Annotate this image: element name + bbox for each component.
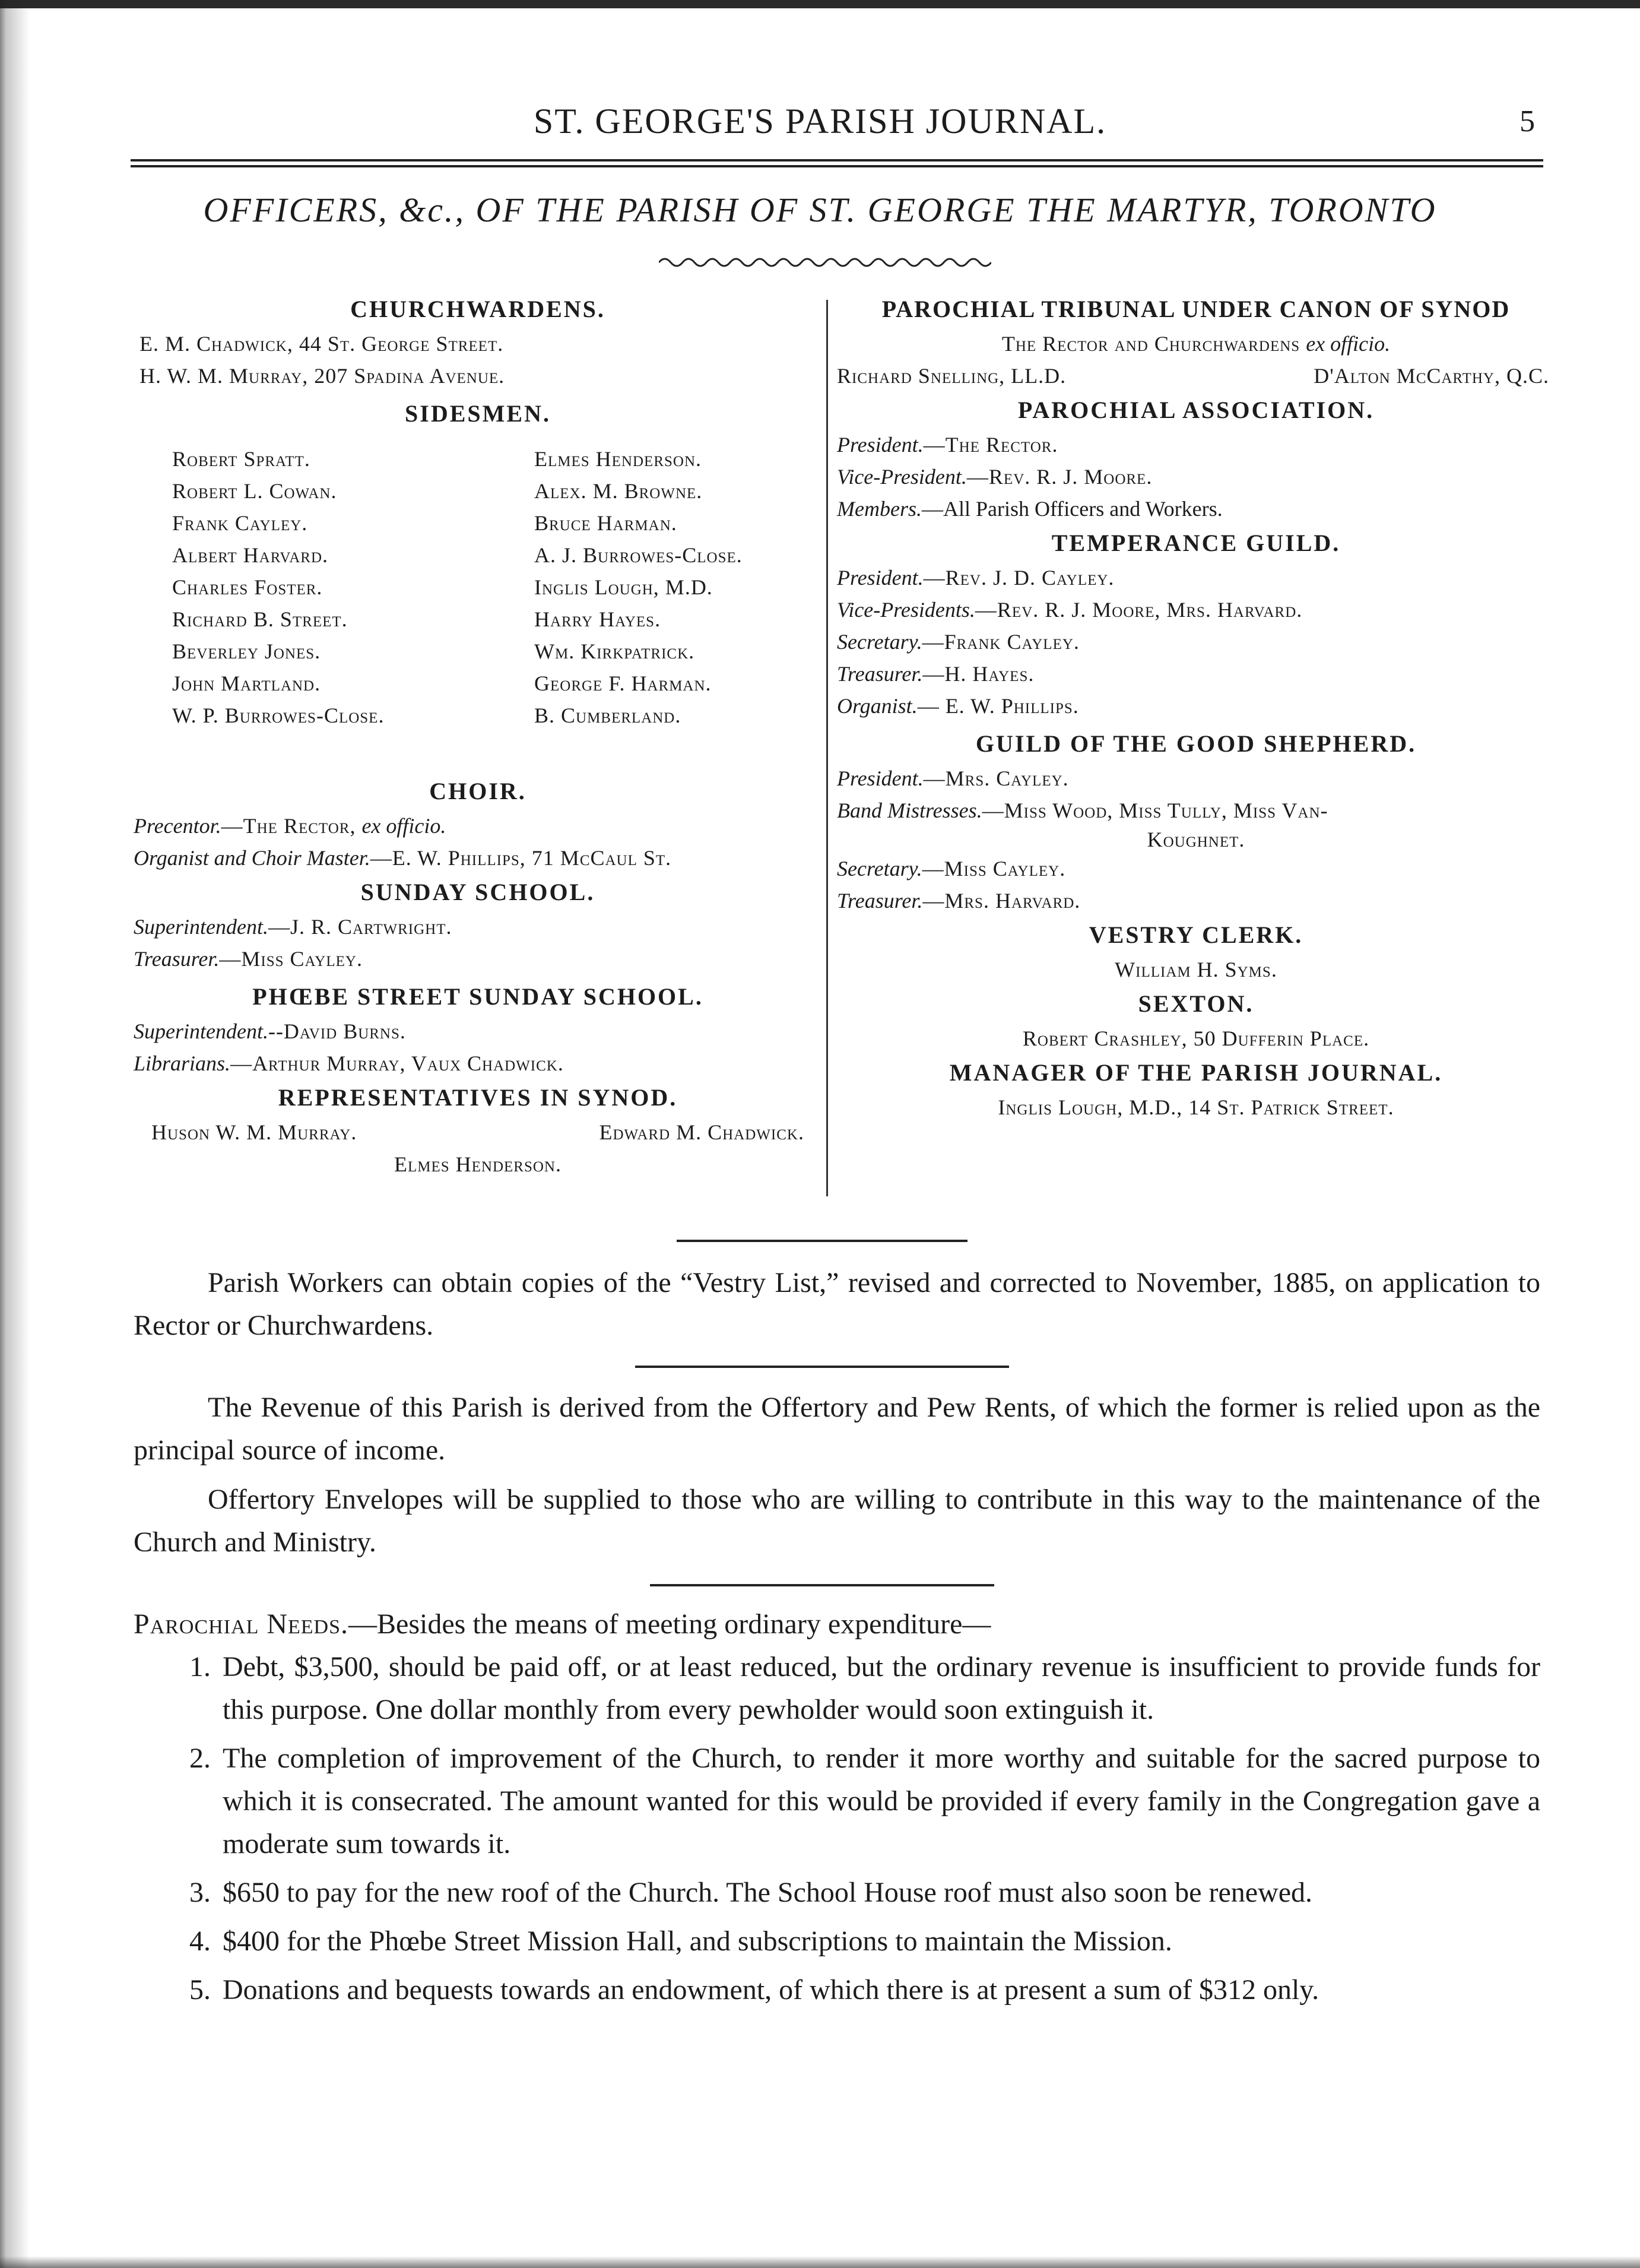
need-text: $400 for the Phœbe Street Mission Hall, and subscriptions to maintain the Mission. <box>223 1925 1172 1957</box>
need-number: 1. <box>189 1651 211 1683</box>
ss-treasurer-role: Treasurer. <box>134 947 220 971</box>
synod-rep-2: Edward M. Chadwick. <box>599 1120 804 1144</box>
shep-band-name: —Miss Wood, Miss Tully, Miss Van- <box>982 799 1328 822</box>
churchwardens-heading: CHURCHWARDENS. <box>350 296 605 322</box>
need-text: $650 to pay for the new roof of the Church. The School House roof must also soon be renewed. <box>223 1877 1313 1908</box>
ps-superintendent-role: Superintendent. <box>134 1019 268 1043</box>
shepherd-heading: GUILD OF THE GOOD SHEPHERD. <box>975 730 1417 757</box>
organist-entry <box>134 842 822 874</box>
ss-superintendent-role: Superintendent. <box>134 915 268 939</box>
sidesman: Alex. M. Browne. <box>534 479 703 503</box>
sidesman: Robert Spratt. <box>172 447 310 471</box>
churchwarden-2: H. W. M. Murray, 207 Spadina Avenue. <box>139 364 505 388</box>
sidesman: George F. Harman. <box>534 671 712 695</box>
choir-section <box>134 773 822 874</box>
sidesmen-heading: SIDESMEN. <box>405 400 551 427</box>
column-divider <box>826 300 828 1196</box>
sidesman: Beverley Jones. <box>172 639 321 663</box>
tribunal-note: ex officio. <box>1306 332 1391 356</box>
precentor-note: ex officio. <box>361 814 446 838</box>
sexton-name: Robert Crashley, 50 Dufferin Place. <box>1022 1027 1370 1050</box>
assoc-members-role: Members. <box>837 497 922 521</box>
sexton-section <box>837 986 1555 1054</box>
sidesman: Albert Harvard. <box>172 543 328 567</box>
temp-treasurer-entry <box>837 658 1555 690</box>
ss-treasurer-name: —Miss Cayley. <box>219 947 363 971</box>
sidesman: Bruce Harman. <box>534 511 677 535</box>
temp-treasurer-name: —H. Hayes. <box>922 662 1035 686</box>
churchwardens-section <box>134 291 822 392</box>
assoc-president-entry <box>837 429 1555 461</box>
temp-organist-entry <box>837 690 1555 722</box>
tribunal-name-2: D'Alton McCarthy, Q.C. <box>1314 364 1549 388</box>
scan-binding-edge <box>0 0 53 2268</box>
need-text: Donations and bequests towards an endowment, of which there is at present a sum of $312 only. <box>223 1974 1319 2006</box>
tribunal-line <box>837 328 1555 360</box>
page-number: 5 <box>1520 104 1535 138</box>
phoebe-school-heading: PHŒBE STREET SUNDAY SCHOOL. <box>252 983 703 1010</box>
temp-president-entry <box>837 562 1555 594</box>
need-number: 2. <box>189 1743 211 1774</box>
vestry-heading: VESTRY CLERK. <box>1089 921 1303 948</box>
shepherd-section <box>837 726 1555 917</box>
temp-president-name: —Rev. J. D. Cayley. <box>923 566 1115 590</box>
tribunal-names <box>837 360 1555 392</box>
temp-president-role: President. <box>837 566 924 590</box>
sidesmen-section <box>134 395 822 731</box>
shep-band-role: Band Mistresses. <box>837 799 982 822</box>
synod-rep-1: Huson W. M. Murray. <box>151 1120 357 1144</box>
assoc-members-name: —All Parish Officers and Workers. <box>921 497 1223 521</box>
shep-treasurer-name: —Mrs. Harvard. <box>922 889 1081 913</box>
list-item <box>134 1646 1540 1731</box>
need-text: The completion of improvement of the Church, to render it more worthy and suitable for the sacred purpose to which it is consecrated. The amount wanted for this would be provided if every family in the Congregation gave a moderate sum towards it. <box>223 1743 1540 1860</box>
ps-librarians-entry <box>134 1047 822 1079</box>
synod-section <box>134 1079 822 1180</box>
sexton-heading: SEXTON. <box>1138 990 1254 1017</box>
sidesman: A. J. Burrowes-Close. <box>534 543 743 567</box>
precentor-name: —The Rector, <box>221 814 362 838</box>
precentor-role: Precentor. <box>134 814 221 838</box>
shep-president-name: —Mrs. Cayley. <box>923 766 1069 790</box>
synod-heading: REPRESENTATIVES IN SYNOD. <box>278 1084 678 1111</box>
vestry-list-paragraph: Parish Workers can obtain copies of the “Vestry List,” revised and corrected to November, 1885, on application to Rector or Churchwardens. <box>134 1267 1540 1341</box>
shep-president-entry <box>837 762 1555 794</box>
sidesman: B. Cumberland. <box>534 704 681 727</box>
temp-secretary-name: —Frank Cayley. <box>922 630 1080 654</box>
needs-label: Parochial Needs. <box>134 1608 349 1640</box>
section-rule-1 <box>677 1240 967 1242</box>
vestry-clerk-name: William H. Syms. <box>1115 958 1277 981</box>
ps-superintendent-name: --David Burns. <box>268 1019 406 1043</box>
assoc-president-role: President. <box>837 433 924 457</box>
assoc-members-entry <box>837 493 1555 525</box>
list-item <box>134 1920 1540 1963</box>
sidesmen-column-1 <box>172 443 534 731</box>
sidesman: Harry Hayes. <box>534 607 661 631</box>
temp-vice-name: —Rev. R. J. Moore, Mrs. Harvard. <box>975 598 1303 622</box>
temp-secretary-role: Secretary. <box>837 630 922 654</box>
vestry-section <box>837 917 1555 986</box>
ss-treasurer-entry <box>134 943 822 975</box>
manager-section <box>837 1054 1555 1123</box>
left-column <box>134 291 822 1180</box>
sidesman: Charles Foster. <box>172 575 323 599</box>
tribunal-name-1: Richard Snelling, LL.D. <box>837 364 1067 388</box>
shep-band-entry <box>837 794 1555 826</box>
tribunal-heading: PAROCHIAL TRIBUNAL UNDER CANON OF SYNOD <box>881 296 1511 322</box>
ps-superintendent-entry <box>134 1015 822 1047</box>
temp-organist-name: — E. W. Phillips. <box>917 694 1079 718</box>
organist-name: —E. W. Phillips, 71 McCaul St. <box>370 846 672 870</box>
header-double-rule <box>131 159 1543 167</box>
sidesman: Wm. Kirkpatrick. <box>534 639 695 663</box>
assoc-vice-entry <box>837 461 1555 493</box>
sidesman: Inglis Lough, M.D. <box>534 575 713 599</box>
sunday-school-heading: SUNDAY SCHOOL. <box>360 879 595 905</box>
ss-superintendent-entry <box>134 911 822 943</box>
needs-intro-text: —Besides the means of meeting ordinary expenditure— <box>348 1608 991 1640</box>
section-rule-2 <box>635 1366 1009 1368</box>
association-section <box>837 392 1555 525</box>
assoc-vice-role: Vice-President. <box>837 465 967 489</box>
scan-bottom-edge <box>0 2256 1640 2268</box>
revenue-paragraph: The Revenue of this Parish is derived from the Offertory and Pew Rents, of which the former is relied upon as the principal source of income. <box>134 1392 1540 1466</box>
right-column <box>837 291 1555 1123</box>
list-item <box>134 1737 1540 1865</box>
organist-role: Organist and Choir Master. <box>134 846 370 870</box>
ps-librarians-name: —Arthur Murray, Vaux Chadwick. <box>230 1051 564 1075</box>
temperance-heading: TEMPERANCE GUILD. <box>1051 530 1341 556</box>
envelopes-paragraph: Offertory Envelopes will be supplied to those who are willing to contribute in this way to the maintenance of the Church and Ministry. <box>134 1484 1540 1558</box>
sidesman: Frank Cayley. <box>172 511 308 535</box>
ornament-squiggle <box>659 255 991 270</box>
sidesman: Robert L. Cowan. <box>172 479 337 503</box>
sidesman: John Martland. <box>172 671 321 695</box>
shep-secretary-entry <box>837 853 1555 885</box>
sidesmen-list <box>172 443 822 731</box>
manager-name: Inglis Lough, M.D., 14 St. Patrick Street. <box>998 1095 1394 1119</box>
temp-organist-role: Organist. <box>837 694 918 718</box>
parochial-needs <box>134 1603 1540 2017</box>
shep-secretary-name: —Miss Cayley. <box>922 857 1066 880</box>
synod-row <box>134 1116 822 1148</box>
choir-heading: CHOIR. <box>429 778 526 804</box>
list-item <box>134 1871 1540 1914</box>
ps-librarians-role: Librarians. <box>134 1051 231 1075</box>
scan-top-edge <box>0 0 1640 8</box>
phoebe-school-section <box>134 978 822 1079</box>
synod-rep-3: Elmes Henderson. <box>394 1152 562 1176</box>
sidesmen-column-2 <box>534 443 867 731</box>
need-number: 4. <box>189 1925 211 1957</box>
need-text: Debt, $3,500, should be paid off, or at least reduced, but the ordinary revenue is insufficient to provide funds for this purpose. One dollar monthly from every pewholder would soon extinguish it. <box>223 1651 1540 1725</box>
churchwarden-1: E. M. Chadwick, 44 St. George Street. <box>139 332 504 356</box>
temp-vice-role: Vice-Presidents. <box>837 598 975 622</box>
need-number: 3. <box>189 1877 211 1908</box>
shep-treasurer-entry <box>837 885 1555 917</box>
sidesman: Richard B. Street. <box>172 607 348 631</box>
shep-secretary-role: Secretary. <box>837 857 922 880</box>
sidesman: Elmes Henderson. <box>534 447 702 471</box>
shep-treasurer-role: Treasurer. <box>837 889 923 913</box>
manager-heading: MANAGER OF THE PARISH JOURNAL. <box>949 1059 1443 1086</box>
shep-president-role: President. <box>837 766 924 790</box>
precentor-entry <box>134 810 822 842</box>
temp-vice-entry <box>837 594 1555 626</box>
tribunal-members: The Rector and Churchwardens <box>1001 332 1306 356</box>
need-number: 5. <box>189 1974 211 2006</box>
assoc-vice-name: —Rev. R. J. Moore. <box>966 465 1153 489</box>
journal-title: ST. GEORGE'S PARISH JOURNAL. <box>533 102 1107 141</box>
list-item <box>134 1969 1540 2012</box>
officers-heading: OFFICERS, &c., OF THE PARISH OF ST. GEORGE THE MARTYR, TORONTO <box>203 191 1437 229</box>
needs-intro <box>134 1603 1540 1646</box>
sunday-school-section <box>134 874 822 975</box>
temp-treasurer-role: Treasurer. <box>837 662 923 686</box>
tribunal-section <box>837 291 1555 392</box>
shep-band-name-cont: Koughnet. <box>1147 828 1245 851</box>
temperance-section <box>837 525 1555 722</box>
association-heading: PAROCHIAL ASSOCIATION. <box>1017 397 1375 423</box>
sidesman: W. P. Burrowes-Close. <box>172 704 385 727</box>
ss-superintendent-name: —J. R. Cartwright. <box>268 915 452 939</box>
temp-secretary-entry <box>837 626 1555 658</box>
assoc-president-name: —The Rector. <box>923 433 1058 457</box>
section-rule-3 <box>650 1584 994 1586</box>
